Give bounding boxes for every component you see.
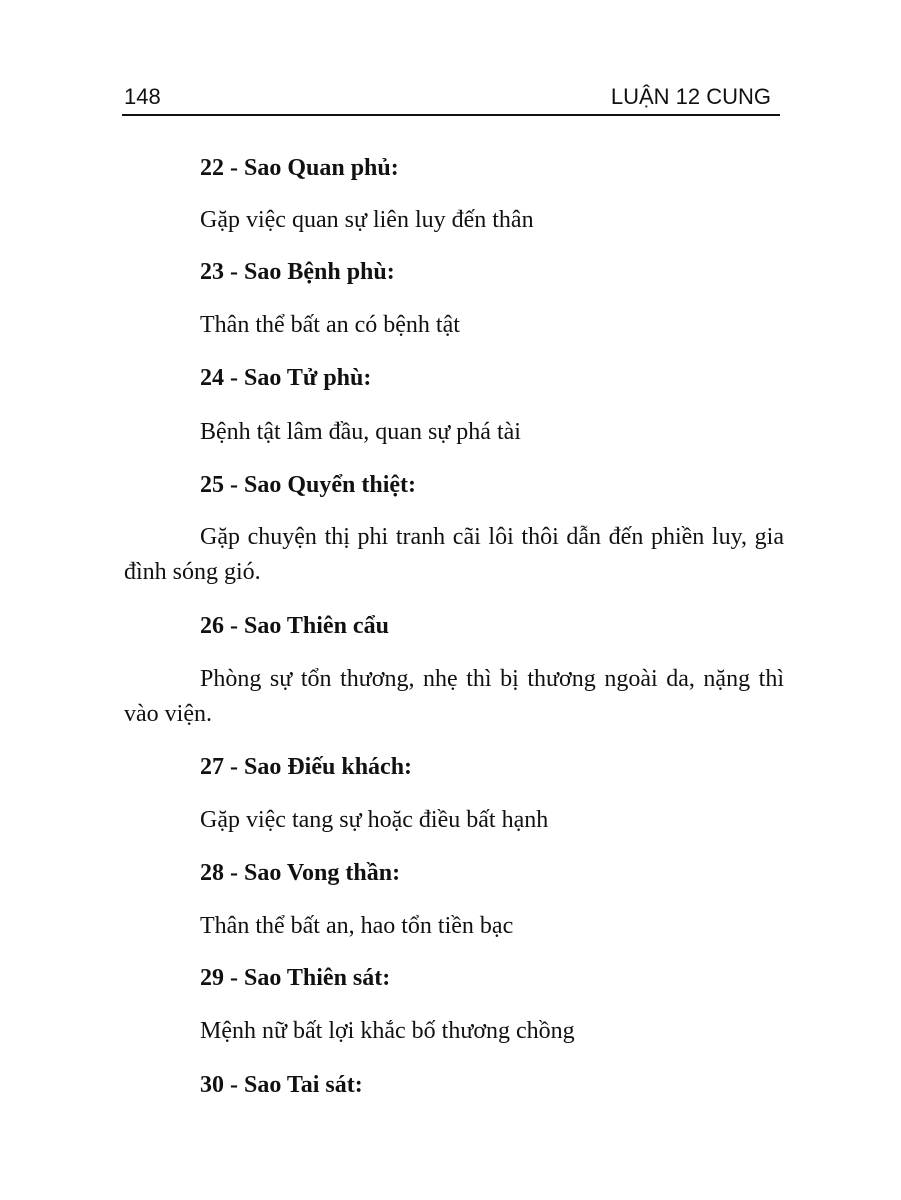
entry-heading: 26 - Sao Thiên cẩu <box>200 613 389 639</box>
page-number: 148 <box>124 84 161 109</box>
entry-text: Thân thể bất an có bệnh tật <box>200 312 460 338</box>
entry-text: Phòng sự tổn thương, nhẹ thì bị thương ngoài da, nặng thì vào viện. <box>124 666 784 727</box>
entry-heading: 27 - Sao Điếu khách: <box>200 754 413 780</box>
entry-text: Gặp việc tang sự hoặc điều bất hạnh <box>200 807 549 833</box>
entry-heading: 22 - Sao Quan phủ: <box>200 155 399 181</box>
entry-heading: 29 - Sao Thiên sát: <box>200 965 391 991</box>
header-rule <box>122 114 780 116</box>
entry-heading: 24 - Sao Tử phù: <box>200 365 372 391</box>
entry-heading: 28 - Sao Vong thần: <box>200 860 401 886</box>
entry-heading: 25 - Sao Quyển thiệt: <box>200 472 416 498</box>
entry-text: Gặp chuyện thị phi tranh cãi lôi thôi dẫn đến phiền luy, gia đình sóng gió. <box>124 524 784 585</box>
entry-heading: 30 - Sao Tai sát: <box>200 1072 363 1098</box>
entry-text: Thân thể bất an, hao tổn tiền bạc <box>200 913 514 939</box>
entry-text: Bệnh tật lâm đầu, quan sự phá tài <box>200 419 521 445</box>
entry-text: Gặp việc quan sự liên luy đến thân <box>200 207 534 233</box>
entry-heading: 23 - Sao Bệnh phù: <box>200 259 395 285</box>
entry-text: Mệnh nữ bất lợi khắc bố thương chồng <box>200 1018 575 1044</box>
running-title: LUẬN 12 CUNG <box>610 84 771 109</box>
